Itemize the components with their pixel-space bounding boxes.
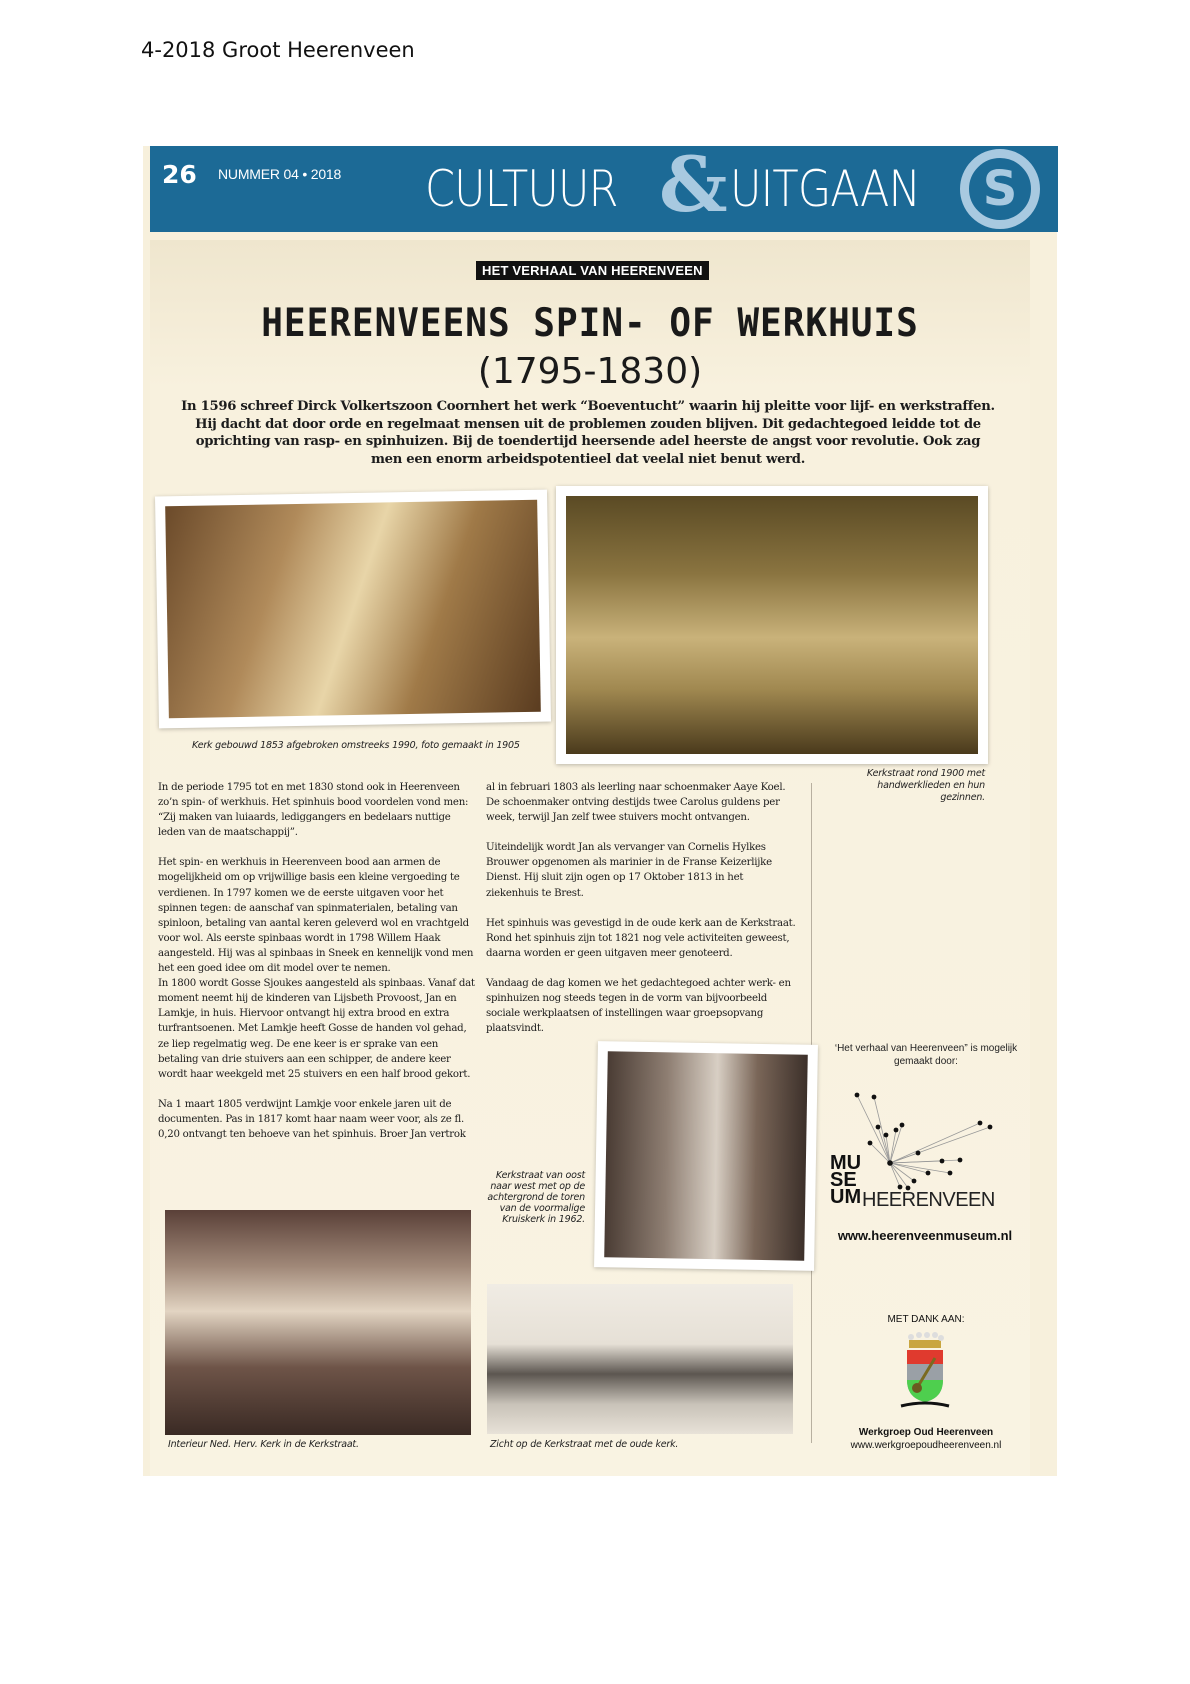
article-kicker: HET VERHAAL VAN HEERENVEEN [476, 261, 709, 280]
photo-caption: Interieur Ned. Herv. Kerk in de Kerkstraat. [168, 1439, 359, 1450]
brand-ampersand: & [659, 139, 728, 229]
photo-image [604, 1051, 808, 1260]
paragraph: Na 1 maart 1805 verdwijnt Lamkje voor enkele jaren uit de documenten. Pas in 1817 komt haar naam weer voor, als ze fl. 0,20 ontvangt ten behoeve van het spinhuis. Broer Jan vertrok [158, 1098, 466, 1140]
section-header-band [150, 139, 1058, 232]
paragraph: Het spinhuis was gevestigd in de oude kerk aan de Kerkstraat. Rond het spinhuis zijn tot 1821 nog vele activiteiten geweest, daarna worden er geen uitgaven meer genoteerd. [486, 917, 796, 959]
museum-wordmark [830, 1152, 862, 1208]
paragraph: al in februari 1803 als leerling naar schoenmaker Aaye Koel. De schoenmaker ontving destijds twee Carolus guldens per week, terwijl Jan zelf twee stuivers mocht ontvangen. [486, 782, 786, 824]
museum-logo [830, 1085, 1020, 1220]
photo-church-1905 [155, 490, 551, 729]
photo-kerkstraat-1962 [594, 1041, 818, 1271]
brand-word-cultuur: CULTUUR [425, 160, 618, 218]
photo-old-church-view [487, 1284, 793, 1434]
sponsor-intro: ‘Het verhaal van Heerenveen” is mogelijk gemaakt door: [834, 1043, 1018, 1067]
page-number: 26 [162, 160, 197, 189]
museum-name: HEERENVEEN [862, 1189, 995, 1211]
thanks-label: MET DANK AAN: [887, 1314, 965, 1325]
museum-url-link[interactable]: www.heerenveenmuseum.nl [837, 1228, 1013, 1243]
photo-caption: Kerkstraat rond 1900 met handwerklieden en hun gezinnen. [866, 768, 985, 803]
photo-church-interior [165, 1210, 471, 1435]
group-name: Werkgroep Oud Heerenveen [858, 1427, 994, 1438]
section-logo-icon: S [960, 149, 1040, 229]
photo-caption: Kerk gebouwd 1853 afgebroken omstreeks 1990, foto gemaakt in 1905 [192, 740, 520, 751]
document-title: 4-2018 Groot Heerenveen [141, 38, 415, 62]
photo-caption: Kerkstraat van oost naar west met op de achtergrond de toren van de voormalige Kruiskerk in 1962. [487, 1170, 585, 1225]
headline-line-1: HEERENVEENS SPIN- OF WERKHUIS [261, 300, 919, 346]
photo-kerkstraat-1900 [556, 486, 988, 764]
museum-mu: MU [830, 1152, 862, 1174]
paragraph: In 1800 wordt Gosse Sjoukes aangesteld als spinbaas. Vanaf dat moment neemt hij de kinderen van Lijsbeth Provoost, Jan en Lamkje, in huis. Hiervoor ontvangt hij extra brood en extra turfrantsoenen. Met Lamkje heeft Gosse de handen vol gehad, ze liep regelmatig weg. De ene keer is er sprake van een betaling van drie stuivers aan een schipper, de andere keer wordt haar weekgeld met 25 stuivers en een half brood gekort. [158, 978, 475, 1080]
paragraph: Uiteindelijk wordt Jan als vervanger van Cornelis Hylkes Brouwer opgenomen als marinier in de Franse Keizerlijke Dienst. Hij sluit zijn ogen op 17 Oktober 1813 in het ziekenhuis te Brest. [486, 842, 772, 899]
photo-image [165, 500, 541, 718]
photo-image [165, 1210, 471, 1435]
paragraph: Vandaag de dag komen we het gedachtegoed achter werk- en spinhuizen nog steeds tegen in de vorm van bijvoorbeeld sociale werkplaatsen of instellingen waar groepsopvang plaatsvindt. [486, 977, 791, 1035]
section-brand [425, 139, 990, 229]
coat-of-arms-icon [895, 1330, 955, 1410]
article-lead: In 1596 schreef Dirck Volkertszoon Coornhert het werk “Boeventucht” waarin hij pleitte voor lijf- en werkstraffen. Hij dacht dat door orde en regelmaat mensen uit de problemen zouden blijven. Dit gedachtegoed leidde tot de oprichting van rasp- en spinhuizen. Bij de toendertijd heersende adel heerste de angst voor revolutie. Ook zag men een enorm arbeidspotentieel dat veelal niet benut werd. [181, 399, 995, 467]
group-url-link[interactable]: www.werkgroepoudheerenveen.nl [850, 1440, 1002, 1451]
photo-caption: Zicht op de Kerkstraat met de oude kerk. [490, 1439, 679, 1450]
paragraph: Het spin- en werkhuis in Heerenveen bood aan armen de mogelijkheid om op vrijwillige basis een kleine vergoeding te verdienen. In 1797 komen we de eerste uitgaven voor het spinnen tegen: de aanschaf van spinmaterialen, betaling van spinloon, betaling van aantal keren geleverd wol en vrachtgeld voor wol. Als eerste spinbaas wordt in 1798 Willem Haak aangesteld. Hij was al spinbaas in Sneek en kennelijk vond men het een goed idee om dit model over te nemen. [158, 857, 474, 975]
photo-image [566, 496, 978, 754]
brand-word-uitgaan: UITGAAN [729, 160, 920, 218]
paragraph: In de periode 1795 tot en met 1830 stond ook in Heerenveen zo’n spin- of werkhuis. Het spinhuis bood voordelen vond men: “Zij maken van luiaards, lediggangers en bedelaars nuttige leden van de maatschappij”. [158, 782, 469, 839]
issue-label: NUMMER 04 • 2018 [218, 166, 342, 182]
photo-image [487, 1284, 793, 1434]
museum-se: SE [830, 1169, 857, 1191]
article-headline [150, 300, 1030, 396]
headline-line-2: (1795-1830) [477, 351, 703, 392]
article-column-1 [158, 780, 478, 1157]
museum-um: UM [830, 1186, 862, 1208]
article-column-2 [486, 780, 796, 1051]
